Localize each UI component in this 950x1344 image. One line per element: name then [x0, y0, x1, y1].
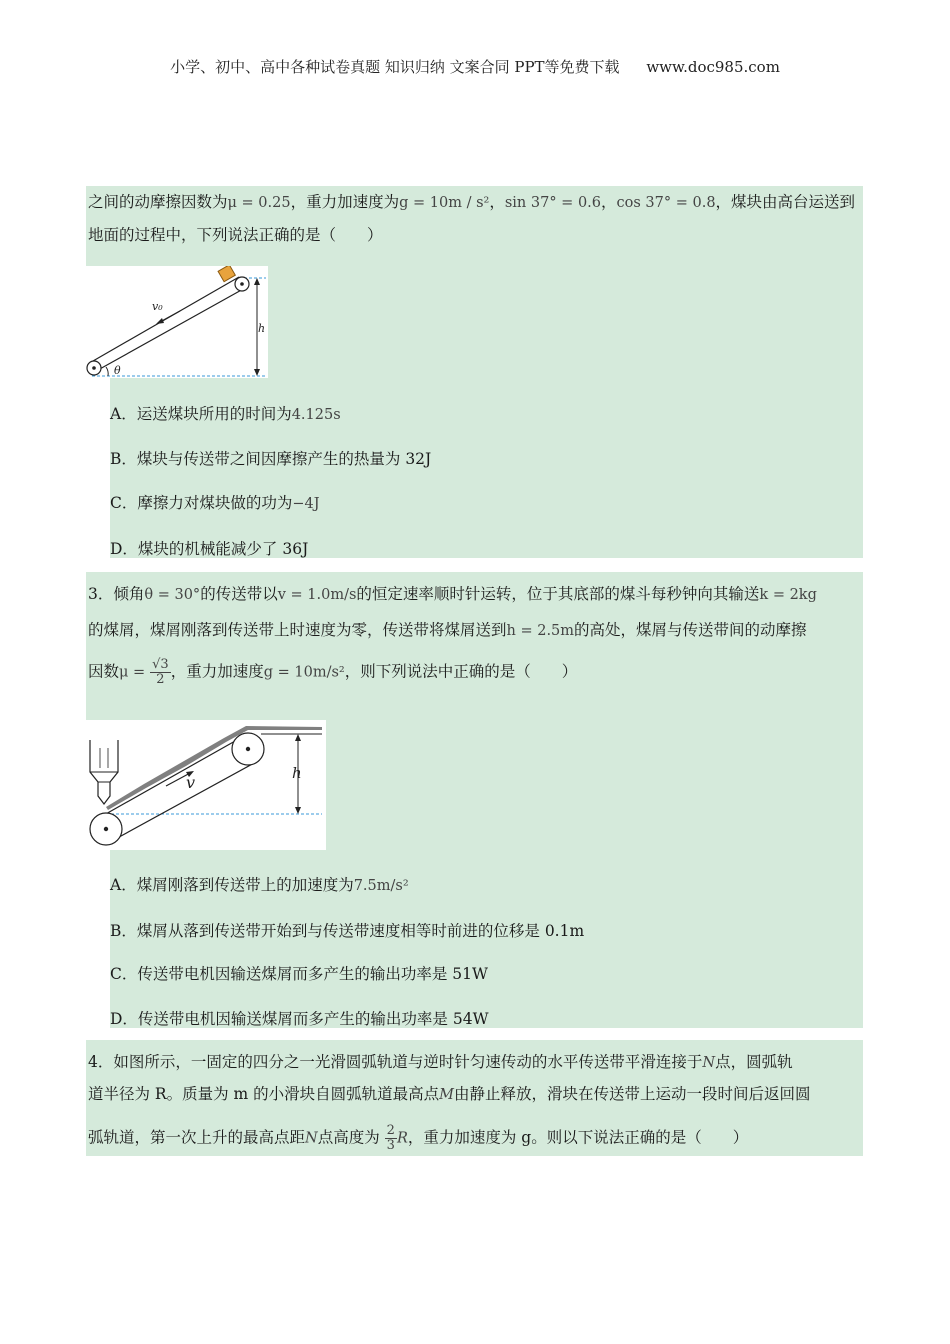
coal-conveyor-diagram — [86, 720, 326, 850]
q3-line-1: 3．倾角θ = 30°的传送带以v = 1.0m/s的恒定速率顺时针运转，位于其底部的煤斗每秒钟向其输送k = 2kg — [88, 585, 817, 603]
header-text: 小学、初中、高中各种试卷真题 知识归纳 文案合同 PPT等免费下载 — [170, 58, 620, 76]
q2-g: g = 10m / s² — [399, 195, 490, 211]
q2-fig-highlight — [268, 266, 863, 378]
page-header — [0, 56, 950, 77]
q3-mu-fraction: $\frac{√3}{2}$ — [152, 657, 169, 687]
q2-h-label: h — [258, 322, 266, 335]
q2-option-b[interactable]: B．煤块与传送带之间因摩擦产生的热量为 32J — [110, 450, 432, 468]
q2-mu: μ = 0.25 — [227, 195, 291, 211]
q2-v0-label: v₀ — [152, 300, 163, 313]
q3-option-c[interactable]: C．传送带电机因输送煤屑而多产生的输出功率是 51W — [110, 965, 488, 983]
q3-option-d[interactable]: D．传送带电机因输送煤屑而多产生的输出功率是 54W — [110, 1010, 489, 1028]
q2-theta-label: θ — [114, 364, 121, 377]
conveyor-incline-diagram — [86, 266, 268, 378]
q2-option-a[interactable]: A．运送煤块所用的时间为4.125s — [110, 405, 341, 423]
q2-cos: cos 37° = 0.8 — [616, 195, 716, 211]
q3-fig-highlight — [326, 720, 863, 850]
q3-option-a[interactable]: A．煤屑刚落到传送带上的加速度为7.5m/s² — [110, 876, 409, 894]
q4-line-3: 弧轨道，第一次上升的最高点距N点高度为 $\frac{2}{3}$ R，重力加速度为 g。则以下说法正确的是（ ） — [88, 1123, 749, 1153]
q3-v-label: v — [186, 773, 196, 792]
q3-line-2: 的煤屑，煤屑刚落到传送带上时速度为零，传送带将煤屑送到h = 2.5m的高处，煤屑与传送带间的动摩擦 — [88, 621, 807, 639]
q4-line-1: 4．如图所示，一固定的四分之一光滑圆弧轨道与逆时针匀速传动的水平传送带平滑连接于N点，圆弧轨 — [88, 1053, 793, 1071]
header-url[interactable]: www.doc985.com — [646, 58, 780, 76]
q4-line-2: 道半径为 R。质量为 m 的小滑块自圆弧轨道最高点M由静止释放，滑块在传送带上运动一段时间后返回圆 — [88, 1085, 811, 1103]
q3-h-label: h — [292, 764, 302, 782]
q3-option-b[interactable]: B．煤屑从落到传送带开始到与传送带速度相等时前进的位移是 0.1m — [110, 922, 585, 940]
q3-line-3: 因数μ = $\frac{√3}{2}$ ，重力加速度g = 10m/s²，则下列说法中正确的是（ ） — [88, 657, 578, 687]
q2-line-2: 地面的过程中，下列说法正确的是（ ） — [88, 226, 383, 244]
q2-sin: sin 37° = 0.6 — [504, 195, 601, 211]
q2-option-d[interactable]: D．煤块的机械能减少了 36J — [110, 540, 309, 558]
q2-figure — [86, 266, 268, 378]
q3-figure — [86, 720, 326, 850]
q2-option-c[interactable]: C．摩擦力对煤块做的功为−4J — [110, 494, 320, 512]
q4-height-fraction: $\frac{2}{3}$ — [386, 1123, 395, 1153]
q2-line-1: 之间的动摩擦因数为μ = 0.25，重力加速度为g = 10m / s²，sin 37° = 0.6，cos 37° = 0.8，煤块由高台运送到 — [88, 193, 856, 211]
